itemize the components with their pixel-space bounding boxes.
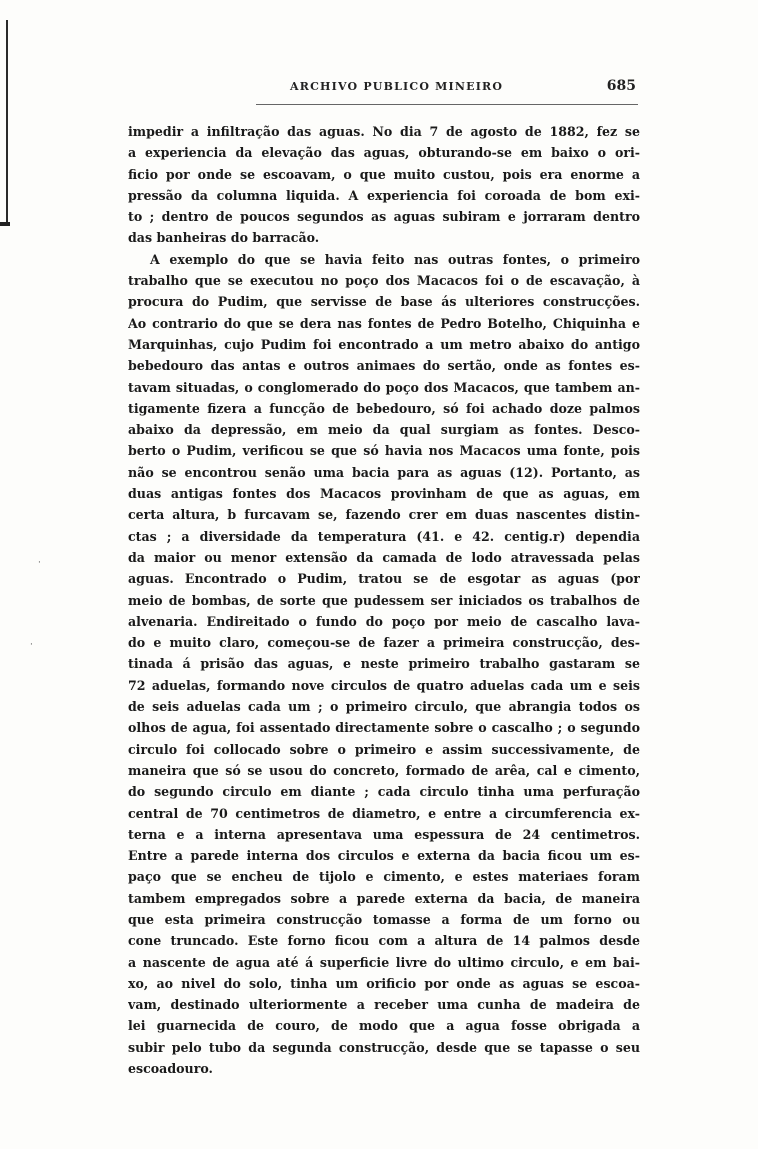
text-line: aguas. Encontrado o Pudim, tratou se de esgotar as aguas (por [128, 571, 640, 587]
body-text [128, 121, 640, 1079]
text-line: terna e a interna apresentava uma espessura de 24 centimetros. [128, 826, 640, 842]
text-line: de seis aduelas cada um ; o primeiro circulo, que abrangia todos os [128, 699, 640, 715]
text-line: maneira que só se usou do concreto, formado de arêa, cal e cimento, [128, 762, 640, 778]
text-line: tinada á prisão das aguas, e neste primeiro trabalho gastaram se [128, 656, 640, 672]
text-line: lei guarnecida de couro, de modo que a agua fosse obrigada a [128, 1018, 640, 1034]
header-rule [256, 104, 638, 105]
text-line: vam, destinado ulteriormente a receber uma cunha de madeira de [128, 997, 640, 1013]
text-line: alvenaria. Endireitado o fundo do poço por meio de cascalho lava- [128, 613, 640, 629]
text-line: duas antigas fontes dos Macacos provinham de que as aguas, em [128, 486, 640, 502]
text-line: olhos de agua, foi assentado directamente sobre o cascalho ; o segundo [128, 720, 640, 736]
text-line: paço que se encheu de tijolo e cimento, e estes materiaes foram [128, 869, 640, 885]
text-line: xo, ao nivel do solo, tinha um orificio por onde as aguas se escoa- [128, 975, 640, 991]
running-header-title: ARCHIVO PUBLICO MINEIRO [290, 80, 504, 93]
text-line: a nascente de agua até á superficie livre do ultimo circulo, e em bai- [128, 954, 640, 970]
text-line: trabalho que se executou no poço dos Macacos foi o de escavação, à [128, 273, 640, 289]
text-line: ctas ; a diversidade da temperatura (41. e 42. centig.r) dependia [128, 528, 640, 544]
text-line: do segundo circulo em diante ; cada circulo tinha uma perfuração [128, 784, 640, 800]
text-line: procura do Pudim, que servisse de base ás ulteriores construcções. [128, 294, 640, 310]
text-line: tigamente fizera a funcção de bebedouro, só foi achado doze palmos [128, 400, 640, 416]
margin-speck: · [30, 640, 33, 650]
text-line: to ; dentro de poucos segundos as aguas subiram e jorraram dentro [128, 209, 640, 225]
text-line: tavam situadas, o conglomerado do poço dos Macacos, que tambem an- [128, 379, 640, 395]
text-line: 72 aduelas, formando nove circulos de quatro aduelas cada um e seis [128, 677, 640, 693]
text-line: abaixo da depressão, em meio da qual surgiam as fontes. Desco- [128, 422, 640, 438]
text-line: impedir a infiltração das aguas. No dia 7 de agosto de 1882, fez se [128, 124, 640, 139]
text-line: Ao contrario do que se dera nas fontes de Pedro Botelho, Chiquinha e [128, 315, 640, 331]
text-line: Entre a parede interna dos circulos e externa da bacia ficou um es- [128, 848, 640, 864]
text-line: pressão da columna liquida. A experiencia foi coroada de bom exi- [128, 187, 640, 203]
text-line: central de 70 centimetros de diametro, e entre a circumferencia ex- [128, 805, 640, 821]
text-line: berto o Pudim, verificou se que só havia nos Macacos uma fonte, pois [128, 443, 640, 459]
text-line: ficio por onde se escoavam, o que muito custou, pois era enorme a [128, 166, 640, 182]
text-line: que esta primeira construcção tomasse a forma de um forno ou [128, 911, 640, 927]
text-line: meio de bombas, de sorte que pudessem ser iniciados os trabalhos de [128, 592, 640, 608]
margin-rule [6, 20, 8, 225]
text-line: Marquinhas, cujo Pudim foi encontrado a um metro abaixo do antigo [128, 336, 640, 352]
margin-mark [0, 222, 10, 226]
text-line: da maior ou menor extensão da camada de lodo atravessada pelas [128, 549, 640, 565]
running-header [256, 78, 636, 98]
text-line: subir pelo tubo da segunda construcção, desde que se tapasse o seu [128, 1039, 640, 1055]
text-line: A exemplo do que se havia feito nas outras fontes, o primeiro [150, 251, 640, 267]
text-line: escoadouro. [128, 1061, 213, 1077]
text-line: bebedouro das antas e outros animaes do sertão, onde as fontes es- [128, 358, 640, 374]
text-line: das banheiras do barracão. [128, 230, 320, 246]
margin-speck: · [38, 558, 41, 568]
page-number: 685 [606, 78, 636, 94]
text-line: tambem empregados sobre a parede externa da bacia, de maneira [128, 890, 640, 906]
text-line: cone truncado. Este forno ficou com a altura de 14 palmos desde [128, 933, 640, 949]
text-line: a experiencia da elevação das aguas, obturando-se em baixo o ori- [128, 145, 640, 161]
text-line: certa altura, b furcavam se, fazendo crer em duas nascentes distin- [128, 507, 640, 523]
text-line: do e muito claro, começou-se de fazer a primeira construcção, des- [128, 635, 640, 651]
text-line: circulo foi collocado sobre o primeiro e assim successivamente, de [128, 741, 640, 757]
text-line: não se encontrou senão uma bacia para as aguas (12). Portanto, as [128, 464, 640, 480]
